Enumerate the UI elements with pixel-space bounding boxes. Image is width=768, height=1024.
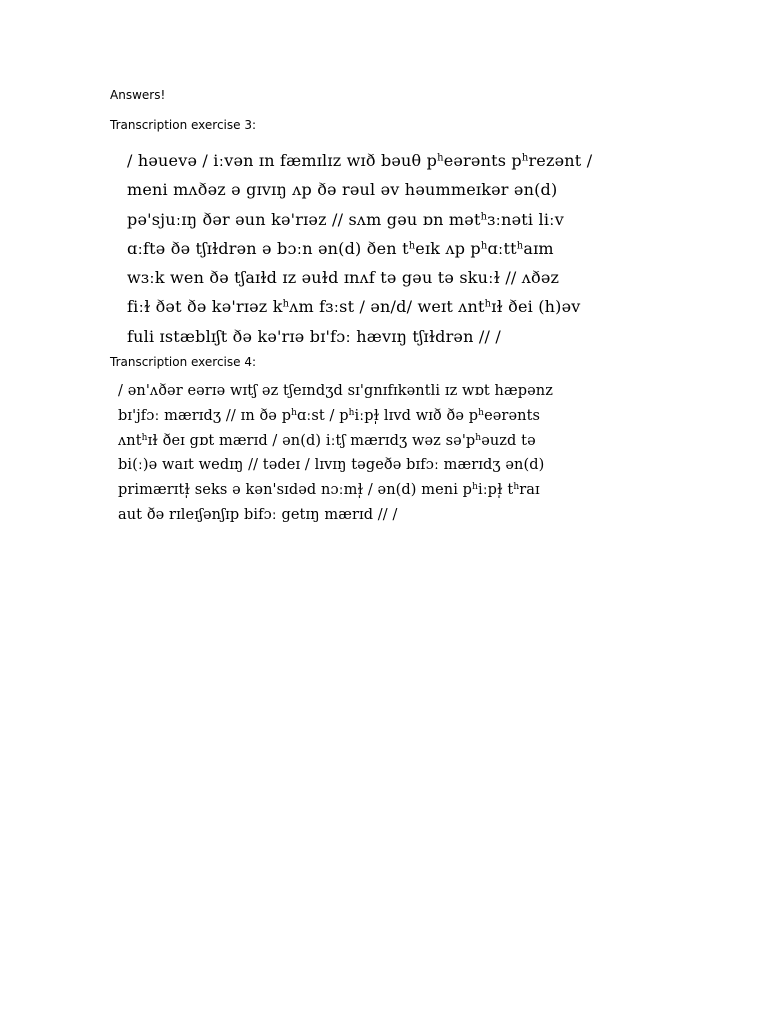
transcription-line: meni mʌðəz ə gɪvɪŋ ʌp ðə rəul əv həummeɪkər ən(d) [127, 180, 558, 200]
exercise-4-transcription [118, 379, 553, 528]
transcription-line: fiːɫ ðət ðə kə'rɪəz $k^hʌm$ fɜːst / ən/d/ weɪt ʌnt$^h$ɪɫ ðei (h)əv [127, 297, 581, 317]
exercise-4-heading: Transcription exercise 4: [110, 355, 257, 369]
transcription-line: / həuevə / iːvən ɪn fæmɪlɪz wɪð bəuθ $p^heərənts$ $p^hrezənt$ / [127, 151, 593, 170]
exercise-3-transcription [127, 146, 592, 351]
transcription-line: wɜːk wen ðə tʃaɪɫd ɪz əuɫd ɪnʌf tə gəu tə skuːɫ // ʌðəz [127, 268, 560, 288]
transcription-line: / ən'ʌðər eərɪə wɪtʃ əz tʃeɪndʒd sɪ'gnɪfɪkəntli ɪz wɒt hæpənz [118, 383, 553, 399]
transcription-line: ɑːftə ðə tʃɪɫdrən ə bɔːn ən(d) ðen $t^heɪk$ ʌp $p^hɑːtt^haɪm$ [127, 238, 554, 258]
answers-heading: Answers! [110, 88, 166, 102]
transcription-line: primærɪtɫ̩ seks ə kən'sɪdəd nɔːmɫ̩ / ən(d) meni $p^hiːpɫ̩$ $t^hraɪ$ [118, 482, 540, 499]
transcription-line: bɪ'jfɔː mærɪdʒ // ɪn ðə $p^hɑːst$ / $p^hiːpɫ̩$ lɪvd wɪð ðə $p^heərənts$ [118, 407, 541, 424]
transcription-line: aut ðə rɪleɪʃənʃɪp bifɔː getɪŋ mærɪd // / [118, 506, 398, 523]
transcription-line: pə'sjuːɪŋ ðər əun kə'rɪəz // sʌm gəu ɒn mət$^h$ɜːnəti liːv [127, 209, 564, 229]
transcription-line: fuli ɪstæblɪʃt ðə kə'rɪə bɪ'fɔː hævɪŋ tʃɪɫdrən // / [127, 326, 501, 346]
exercise-3-heading: Transcription exercise 3: [110, 118, 257, 132]
transcription-line: ʌnt$^h$ɪɫ ðeɪ gɒt mærɪd / ən(d) iːtʃ mærɪdʒ wəz $sə'p^həuzd$ tə [118, 432, 536, 449]
transcription-line: bi(ː)ə waɪt wedɪŋ // tədeɪ / lɪvɪŋ təgeðə bɪfɔː mærɪdʒ ən(d) [118, 457, 545, 474]
